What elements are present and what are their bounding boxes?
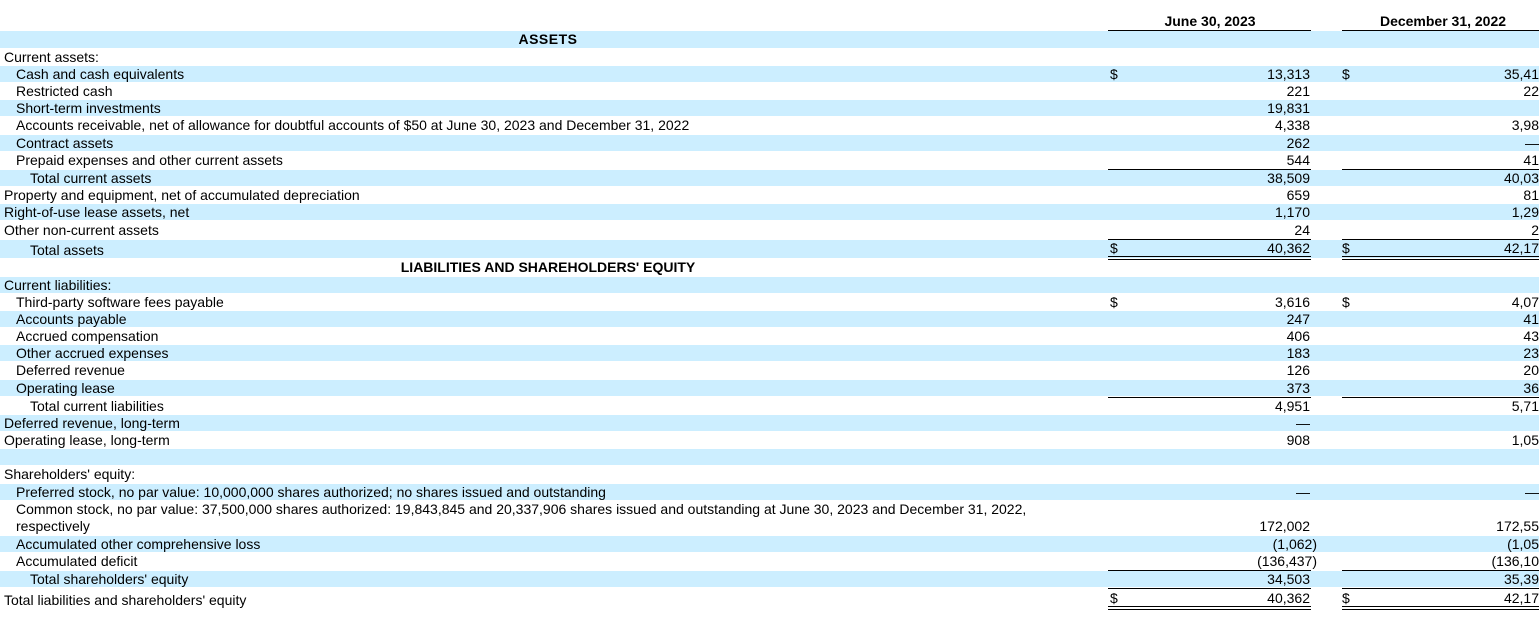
row-label: Deferred revenue, long-term bbox=[4, 415, 180, 431]
row-label: Deferred revenue bbox=[16, 362, 125, 378]
row-label: Total current assets bbox=[30, 170, 152, 186]
value-col2: 2 bbox=[1531, 222, 1539, 238]
value-col1: 24 bbox=[1294, 222, 1310, 238]
value-col2: 23 bbox=[1523, 345, 1539, 361]
value-col2: 43 bbox=[1523, 328, 1539, 344]
column-header-june-2023: June 30, 2023 bbox=[1164, 13, 1256, 29]
value-col1: 172,002 bbox=[1259, 518, 1310, 534]
total-double-rule bbox=[1342, 606, 1539, 610]
subtotal-rule bbox=[1342, 588, 1539, 589]
value-col1: 1,170 bbox=[1274, 204, 1310, 220]
table-row bbox=[0, 553, 1539, 569]
value-col1: 4,338 bbox=[1274, 117, 1310, 133]
value-col1: 3,616 bbox=[1274, 294, 1310, 310]
table-row bbox=[0, 135, 1539, 151]
table-row bbox=[0, 536, 1539, 552]
section-row-assets bbox=[0, 31, 1539, 48]
value-col1: 183 bbox=[1286, 345, 1310, 361]
table-row bbox=[0, 49, 1539, 65]
row-label: Total shareholders' equity bbox=[30, 571, 189, 587]
row-label: Short-term investments bbox=[16, 100, 161, 116]
value-col1: 19,831 bbox=[1267, 100, 1310, 116]
table-row bbox=[0, 466, 1539, 482]
value-col2: 41 bbox=[1523, 311, 1539, 327]
row-label: Common stock, no par value: 37,500,000 shares authorized: 19,843,845 and 20,337,906 shares issued and outstanding at June 30, 2023 and December 31, 2022, bbox=[16, 501, 1027, 517]
value-col1: 40,362 bbox=[1267, 590, 1310, 606]
row-label: Current assets: bbox=[4, 49, 99, 65]
table-row bbox=[0, 415, 1539, 431]
value-col2: — bbox=[1525, 484, 1539, 500]
dollar-sign: $ bbox=[1110, 66, 1118, 82]
dollar-sign: $ bbox=[1110, 590, 1118, 606]
value-col2 bbox=[1440, 100, 1539, 116]
row-label: Accounts payable bbox=[16, 311, 127, 327]
dollar-sign: $ bbox=[1342, 294, 1350, 310]
value-col2: 41 bbox=[1523, 152, 1539, 168]
section-heading-assets: ASSETS bbox=[518, 31, 578, 47]
value-col1: — bbox=[1296, 484, 1310, 500]
table-row bbox=[0, 66, 1539, 82]
table-row bbox=[0, 501, 1539, 535]
table-row bbox=[0, 380, 1539, 396]
value-col1: 38,509 bbox=[1267, 170, 1310, 186]
value-col1: 659 bbox=[1286, 187, 1310, 203]
row-label: Other non-current assets bbox=[4, 222, 159, 238]
dollar-sign: $ bbox=[1110, 240, 1118, 256]
value-col2: 35,41 bbox=[1503, 66, 1539, 82]
total-double-rule bbox=[1108, 606, 1311, 610]
table-row bbox=[0, 204, 1539, 220]
value-col2: (136,10 bbox=[1491, 553, 1539, 569]
value-col2: 42,17 bbox=[1503, 590, 1539, 606]
section-heading-liabilities: LIABILITIES AND SHAREHOLDERS' EQUITY bbox=[400, 259, 696, 275]
row-label: Third-party software fees payable bbox=[16, 294, 224, 310]
table-row bbox=[0, 311, 1539, 327]
value-col1: 544 bbox=[1286, 152, 1310, 168]
table-row bbox=[0, 152, 1539, 168]
table-row bbox=[0, 277, 1539, 293]
value-col2: 3,98 bbox=[1511, 117, 1539, 133]
table-row bbox=[0, 432, 1539, 448]
value-col1: (136,437) bbox=[1257, 553, 1317, 569]
value-col1: 247 bbox=[1286, 311, 1310, 327]
table-row bbox=[0, 83, 1539, 99]
table-row bbox=[0, 117, 1539, 133]
column-header-december-2022: December 31, 2022 bbox=[1379, 13, 1507, 29]
dollar-sign: $ bbox=[1110, 294, 1118, 310]
value-col1: 34,503 bbox=[1267, 571, 1310, 587]
value-col1: 4,951 bbox=[1274, 398, 1310, 414]
row-label: Property and equipment, net of accumulated depreciation bbox=[4, 187, 360, 203]
section-row-liabilities bbox=[0, 259, 1539, 276]
dollar-sign: $ bbox=[1342, 66, 1350, 82]
value-col2: 35,39 bbox=[1503, 571, 1539, 587]
value-col2: 22 bbox=[1523, 83, 1539, 99]
row-label: Preferred stock, no par value: 10,000,000 shares authorized; no shares issued and outstanding bbox=[16, 484, 606, 500]
table-row bbox=[0, 345, 1539, 361]
row-label: Total assets bbox=[30, 242, 104, 258]
row-label: Restricted cash bbox=[16, 83, 113, 99]
value-col2: 172,55 bbox=[1496, 518, 1539, 534]
row-label: Right-of-use lease assets, net bbox=[4, 204, 190, 220]
spacer-row bbox=[0, 449, 1539, 465]
value-col1: 262 bbox=[1286, 135, 1310, 151]
table-row bbox=[0, 328, 1539, 344]
value-col2: 40,03 bbox=[1503, 170, 1539, 186]
table-row bbox=[0, 362, 1539, 378]
value-col1: 126 bbox=[1286, 362, 1310, 378]
table-row bbox=[0, 170, 1539, 186]
value-col1: 40,362 bbox=[1267, 240, 1310, 256]
row-label: Operating lease bbox=[16, 380, 115, 396]
value-col2: 36 bbox=[1523, 380, 1539, 396]
row-label: Contract assets bbox=[16, 135, 114, 151]
row-label: Accrued compensation bbox=[16, 328, 159, 344]
row-label: Current liabilities: bbox=[4, 277, 112, 293]
row-label: Shareholders' equity: bbox=[4, 466, 136, 482]
table-row bbox=[0, 484, 1539, 500]
value-col2: 1,05 bbox=[1511, 432, 1539, 448]
value-col1: 406 bbox=[1286, 328, 1310, 344]
row-label: Operating lease, long-term bbox=[4, 432, 170, 448]
row-label: Accumulated deficit bbox=[16, 553, 138, 569]
row-label: Total current liabilities bbox=[30, 398, 164, 414]
table-row bbox=[0, 100, 1539, 116]
dollar-sign: $ bbox=[1342, 590, 1350, 606]
table-row bbox=[0, 398, 1539, 414]
value-col2: (1,05 bbox=[1507, 536, 1539, 552]
row-label: Accounts receivable, net of allowance for doubtful accounts of $50 at June 30, 2023 and December 31, 2022 bbox=[16, 117, 690, 133]
value-col2: — bbox=[1525, 135, 1539, 151]
value-col1: 221 bbox=[1286, 83, 1310, 99]
table-row bbox=[0, 294, 1539, 310]
subtotal-rule bbox=[1108, 588, 1311, 589]
value-col2: 42,17 bbox=[1503, 240, 1539, 256]
value-col1: (1,062) bbox=[1272, 536, 1317, 552]
row-label: Prepaid expenses and other current assets bbox=[16, 152, 283, 168]
value-col2: 4,07 bbox=[1511, 294, 1539, 310]
value-col2: 5,71 bbox=[1511, 398, 1539, 414]
dollar-sign: $ bbox=[1342, 240, 1350, 256]
row-label: Accumulated other comprehensive loss bbox=[16, 536, 261, 552]
value-col2: 20 bbox=[1523, 362, 1539, 378]
row-label-continuation: respectively bbox=[16, 518, 90, 534]
value-col2: 81 bbox=[1523, 187, 1539, 203]
row-label: Total liabilities and shareholders' equity bbox=[4, 592, 247, 608]
value-col1: — bbox=[1296, 415, 1310, 431]
row-label: Other accrued expenses bbox=[16, 345, 169, 361]
table-row bbox=[0, 187, 1539, 203]
table-row bbox=[0, 222, 1539, 238]
value-col1: 908 bbox=[1286, 432, 1310, 448]
value-col1: 373 bbox=[1286, 380, 1310, 396]
value-col2 bbox=[1440, 415, 1539, 431]
table-row bbox=[0, 571, 1539, 587]
row-label: Cash and cash equivalents bbox=[16, 66, 185, 82]
value-col1: 13,313 bbox=[1267, 66, 1310, 82]
value-col2: 1,29 bbox=[1511, 204, 1539, 220]
